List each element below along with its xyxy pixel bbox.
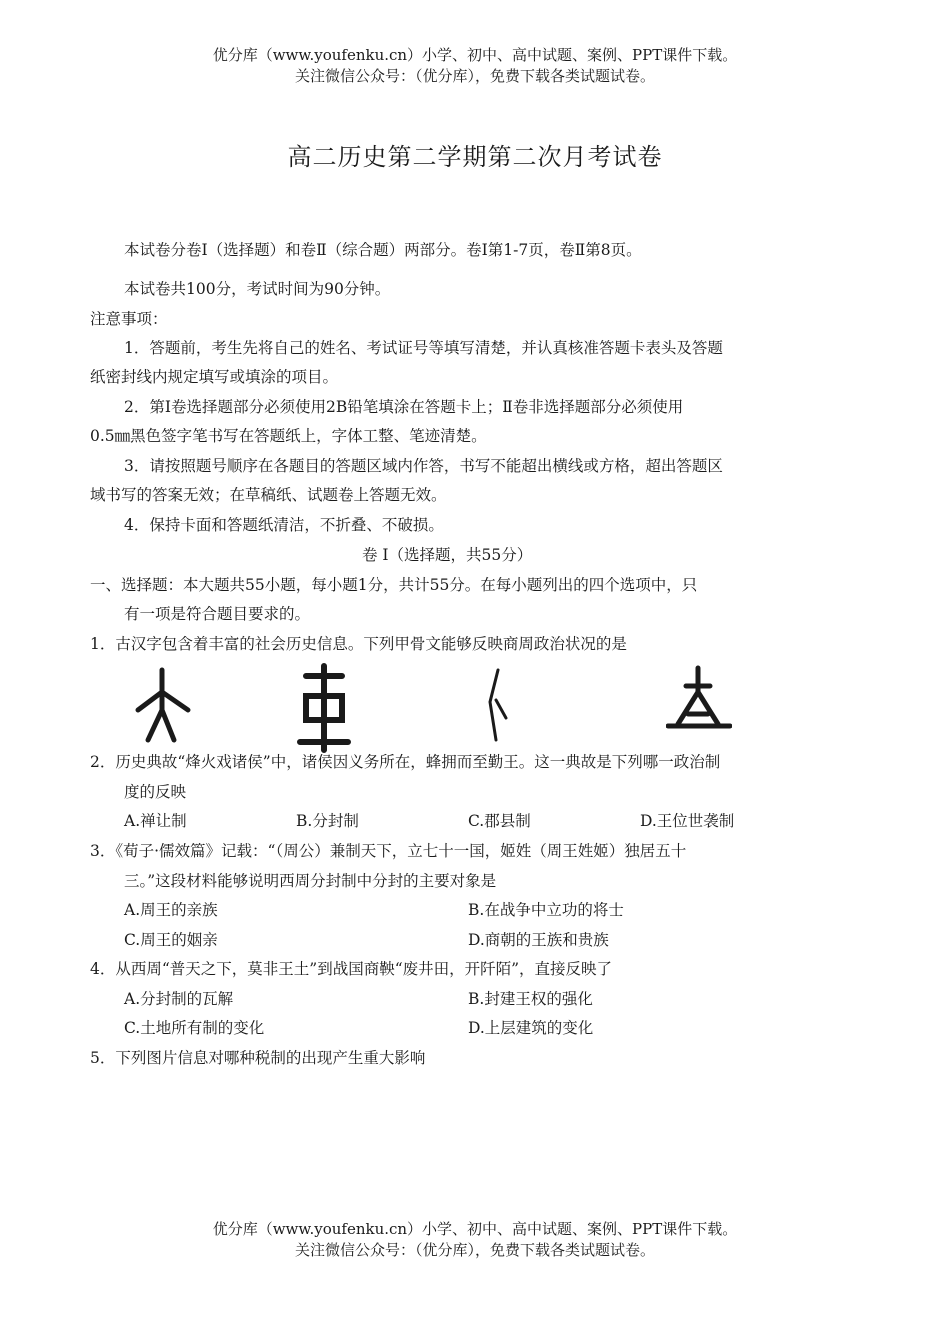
notice-1-line-1: 1．答题前，考生先将自己的姓名、考试证号等填写清楚，并认真核准答题卡表头及答题 xyxy=(124,339,723,357)
question-2-option-b: B.分封制 xyxy=(296,812,359,830)
intro-line-2: 本试卷共100分，考试时间为90分钟。 xyxy=(124,280,391,298)
oracle-glyph-central-icon xyxy=(296,662,352,754)
question-2-option-c: C.郡县制 xyxy=(468,812,531,830)
question-3-option-a: A.周王的亲族 xyxy=(124,901,218,919)
footer-line-2: 关注微信公众号：（优分库），免费下载各类试题试卷。 xyxy=(294,1241,655,1259)
header-line-1: 优分库（www.youfenku.cn）小学、初中、高中试题、案例、PPT课件下载。 xyxy=(212,46,738,64)
question-2-option-a: A.禅让制 xyxy=(124,812,187,830)
footer-line-1: 优分库（www.youfenku.cn）小学、初中、高中试题、案例、PPT课件下载。 xyxy=(212,1220,738,1238)
question-5-stem: 5．下列图片信息对哪种税制的出现产生重大影响 xyxy=(90,1049,426,1067)
notice-2-line-2: 0.5㎜黑色签字笔书写在答题纸上，字体工整、笔迹清楚。 xyxy=(90,427,487,445)
question-4-option-d: D.上层建筑的变化 xyxy=(468,1019,594,1037)
question-4-option-c: C.土地所有制的变化 xyxy=(124,1019,265,1037)
header-line-2: 关注微信公众号：（优分库），免费下载各类试题试卷。 xyxy=(294,67,655,85)
question-3-option-b: B.在战争中立功的将士 xyxy=(468,901,624,919)
section-instruction-line-1: 一、选择题：本大题共55小题，每小题1分，共计55分。在每小题列出的四个选项中，只 xyxy=(90,576,698,594)
notice-3-line-1: 3．请按照题号顺序在各题目的答题区域内作答，书写不能超出横线或方格，超出答题区 xyxy=(124,457,723,475)
question-2-stem-line-1: 2．历史典故“烽火戏诸侯”中，诸侯因义务所在，蜂拥而至勤王。这一典故是下列哪一政治制 xyxy=(90,753,721,771)
notice-2-line-1: 2．第Ⅰ卷选择题部分必须使用2B铅笔填涂在答题卡上；Ⅱ卷非选择题部分必须使用 xyxy=(124,398,684,416)
notice-3-line-2: 域书写的答案无效；在草稿纸、试题卷上答题无效。 xyxy=(90,486,447,504)
oracle-glyph-person-icon xyxy=(132,662,192,744)
notice-1-line-2: 纸密封线内规定填写或填涂的项目。 xyxy=(90,368,339,386)
question-3-option-d: D.商朝的王族和贵族 xyxy=(468,931,609,949)
question-3-stem-line-2: 三。”这段材料能够说明西周分封制中分封的主要对象是 xyxy=(124,872,497,890)
question-2-stem-line-2: 度的反映 xyxy=(124,783,187,801)
section-heading: 卷 Ⅰ（选择题，共55分） xyxy=(362,546,533,564)
intro-line-1: 本试卷分卷Ⅰ（选择题）和卷Ⅱ（综合题）两部分。卷Ⅰ第1-7页，卷Ⅱ第8页。 xyxy=(124,241,642,259)
notice-4: 4．保持卡面和答题纸清洁，不折叠、不破损。 xyxy=(124,516,444,534)
question-3-option-c: C.周王的姻亲 xyxy=(124,931,218,949)
question-1-stem: 1．古汉字包含着丰富的社会历史信息。下列甲骨文能够反映商周政治状况的是 xyxy=(90,635,627,653)
oracle-glyph-earth-icon xyxy=(666,662,732,734)
question-2-option-d: D.王位世袭制 xyxy=(640,812,735,830)
question-4-option-b: B.封建王权的强化 xyxy=(468,990,593,1008)
notice-title: 注意事项： xyxy=(90,310,168,328)
section-instruction-line-2: 有一项是符合题目要求的。 xyxy=(124,605,311,623)
question-3-stem-line-1: 3．《荀子·儒效篇》记载：“（周公）兼制天下，立七十一国，姬姓（周王姓姬）独居五十 xyxy=(90,842,687,860)
oracle-glyph-figure-icon xyxy=(482,662,512,744)
question-4-stem: 4．从西周“普天之下，莫非王土”到战国商鞅“废井田，开阡陌”，直接反映了 xyxy=(90,960,613,978)
page-title: 高二历史第二学期第二次月考试卷 xyxy=(287,143,663,171)
question-4-option-a: A.分封制的瓦解 xyxy=(124,990,234,1008)
